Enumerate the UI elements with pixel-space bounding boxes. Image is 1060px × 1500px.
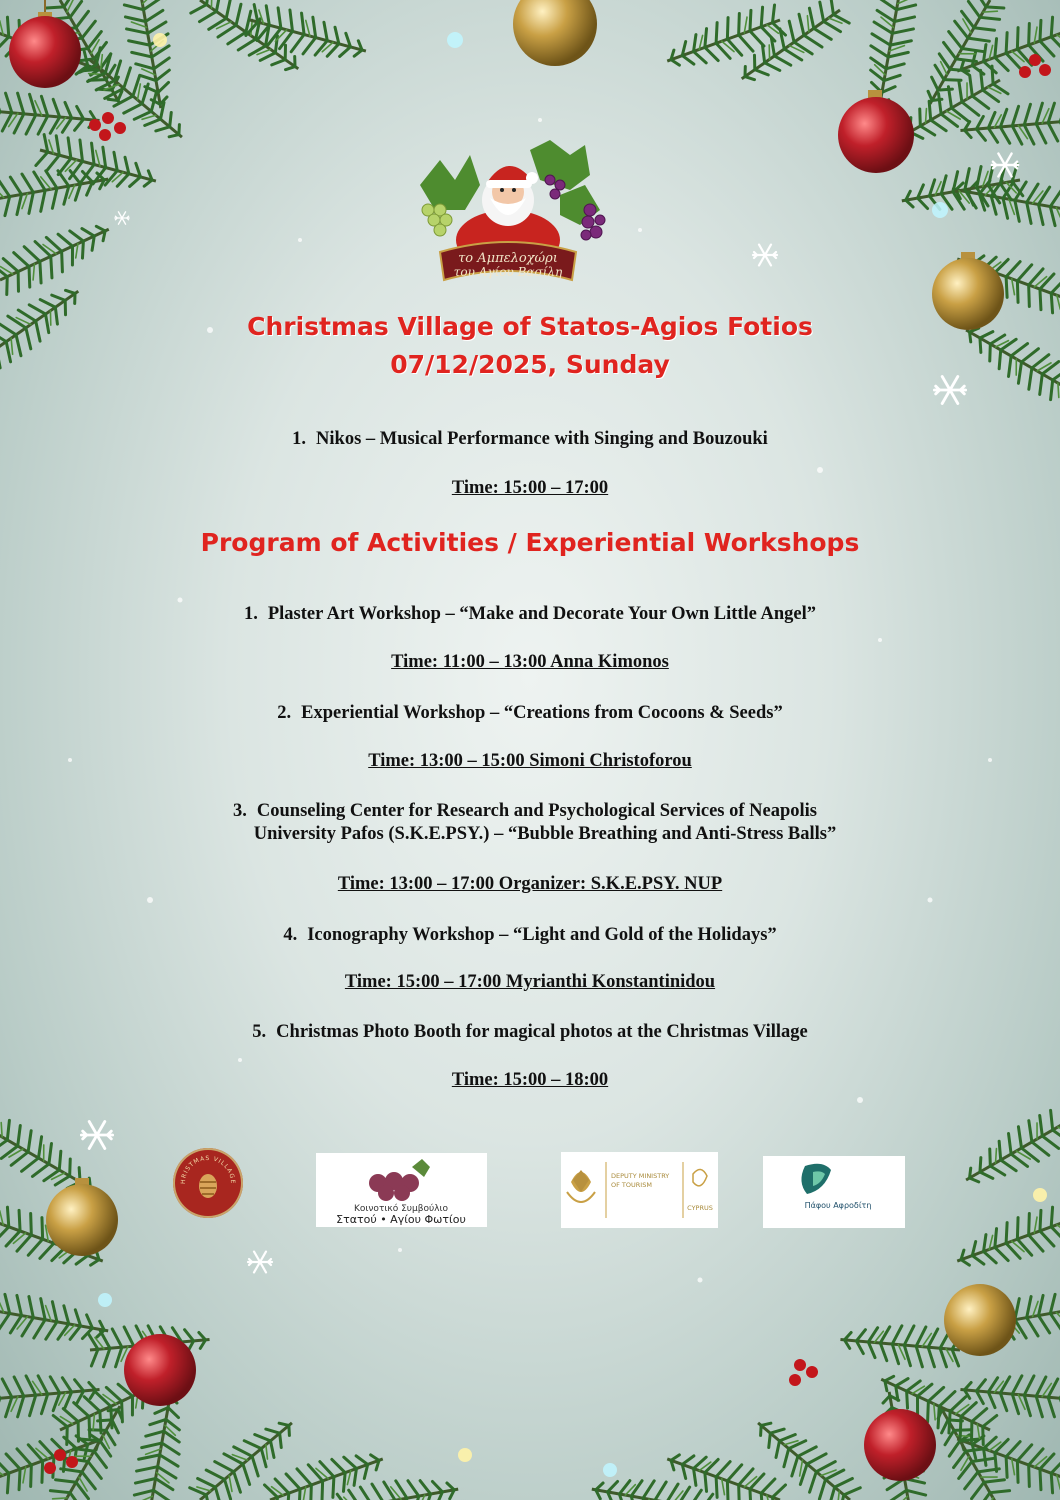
workshop-item-5 bbox=[0, 1021, 1060, 1044]
ornament-gold-top-center bbox=[513, 0, 597, 66]
ornament-gold-bottom-left bbox=[46, 1178, 118, 1256]
community-line2: Στατού • Αγίου Φωτίου bbox=[336, 1213, 466, 1226]
workshop-item-1 bbox=[0, 603, 1060, 626]
workshop-item-4 bbox=[0, 924, 1060, 947]
workshop-time-1: Time: 11:00 – 13:00 Anna Kimonos bbox=[391, 652, 669, 672]
performance-number: 1. bbox=[292, 429, 307, 449]
performance-time: Time: 15:00 – 17:00 bbox=[451, 478, 609, 498]
workshop-text: Plaster Art Workshop – “Make and Decorate Your Own Little Angel” bbox=[267, 604, 816, 624]
workshop-number: 4. bbox=[283, 925, 298, 945]
ornament-gold-bottom-right bbox=[944, 1284, 1016, 1356]
community-council-logo bbox=[316, 1153, 487, 1227]
program-title: Program of Activities / Experiential Workshops bbox=[200, 528, 860, 557]
ministry-line2: OF TOURISM bbox=[611, 1181, 652, 1189]
workshop-time-3: Time: 13:00 – 17:00 Organizer: S.K.E.PSY. NUP bbox=[337, 874, 723, 894]
ornament-red-bottom-left bbox=[124, 1334, 196, 1406]
logo-text-bottom: του Αγίου Βασίλη bbox=[453, 265, 563, 279]
christmas-villages-badge bbox=[173, 1148, 243, 1218]
workshop-text: Experiential Workshop – “Creations from Cocoons & Seeds” bbox=[301, 703, 783, 723]
deputy-ministry-tourism-logo bbox=[561, 1152, 718, 1228]
workshop-number: 5. bbox=[252, 1022, 267, 1042]
tourism-board-icon bbox=[801, 1164, 831, 1194]
logo-text-top: το Αμπελοχώρι bbox=[458, 251, 558, 266]
workshop-number: 2. bbox=[277, 703, 292, 723]
pinecone-icon bbox=[173, 1148, 243, 1218]
ornament-red-bottom-right bbox=[864, 1409, 936, 1481]
workshop-item-2 bbox=[0, 702, 1060, 725]
workshop-text: Iconography Workshop – “Light and Gold of the Holidays” bbox=[307, 925, 777, 945]
ministry-country: CYPRUS bbox=[687, 1204, 713, 1212]
santa-vineyard-logo bbox=[410, 140, 606, 300]
pine-branches-top-right bbox=[660, 0, 1060, 407]
workshop-text-line2: University Pafos (S.K.E.PSY.) – “Bubble Breathing and Anti-Stress Balls” bbox=[253, 824, 837, 844]
community-line1: Κοινοτικό Συμβούλιο bbox=[353, 1204, 449, 1214]
workshop-text: Christmas Photo Booth for magical photos at the Christmas Village bbox=[276, 1022, 808, 1042]
workshop-time-5: Time: 15:00 – 18:00 bbox=[451, 1070, 609, 1090]
workshop-time-2: Time: 13:00 – 15:00 Simoni Christoforou bbox=[368, 751, 692, 771]
workshop-text-line1: Counseling Center for Research and Psychological Services of Neapolis bbox=[256, 801, 817, 821]
ornament-red-top-left bbox=[9, 0, 81, 88]
workshop-time-4: Time: 15:00 – 17:00 Myrianthi Konstantinidou bbox=[344, 972, 716, 992]
ministry-line1: DEPUTY MINISTRY bbox=[611, 1172, 670, 1180]
event-date: 07/12/2025, Sunday bbox=[390, 350, 670, 379]
tourism-line: Πάφου Αφροδίτη bbox=[804, 1201, 872, 1210]
grape-cluster-icon bbox=[369, 1172, 419, 1201]
workshop-item-3 bbox=[0, 800, 1060, 846]
workshop-number: 1. bbox=[243, 604, 258, 624]
event-title: Christmas Village of Statos-Agios Fotios bbox=[247, 312, 813, 341]
ornament-red-top-right bbox=[838, 90, 914, 173]
badge-text: HRISTMAS VILLAGE bbox=[179, 1154, 237, 1185]
workshop-number: 3. bbox=[233, 801, 247, 821]
performance-item bbox=[0, 428, 1060, 451]
coat-of-arms-icon bbox=[567, 1170, 595, 1202]
aphrodite-icon bbox=[693, 1169, 707, 1185]
performance-text: Nikos – Musical Performance with Singing and Bouzouki bbox=[316, 429, 768, 449]
logo-ribbon bbox=[440, 242, 576, 280]
pafos-tourism-logo bbox=[763, 1156, 905, 1228]
